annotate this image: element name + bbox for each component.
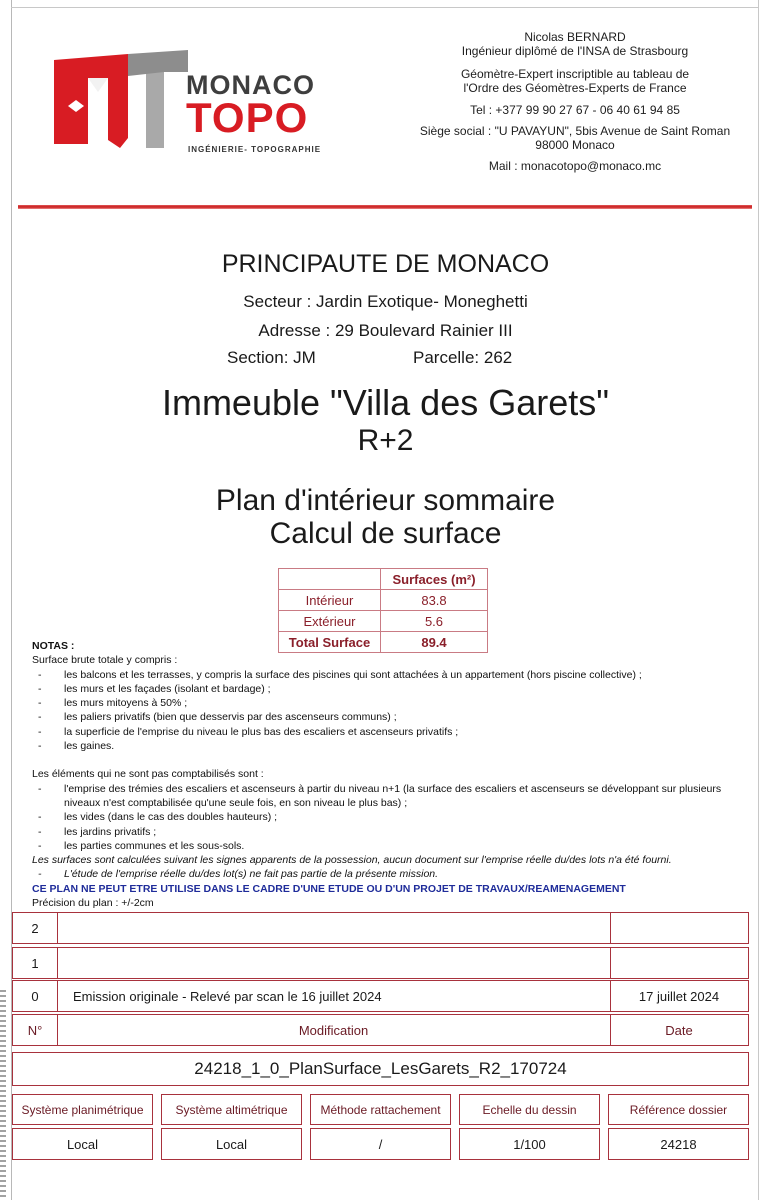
logo-tagline: INGÉNIERIE- TOPOGRAPHIE bbox=[188, 145, 322, 154]
parcelle: Parcelle: 262 bbox=[413, 348, 513, 367]
list-item: - les paliers privatifs (bien que desservis par des ascenseurs communs) ; bbox=[32, 710, 752, 724]
list-item: - les murs et les façades (isolant et bardage) ; bbox=[32, 682, 752, 696]
surfaces-row bbox=[279, 590, 488, 611]
page-frame-top bbox=[11, 7, 759, 8]
surveyor-name: Nicolas BERNARD bbox=[524, 30, 626, 44]
usage-warning: CE PLAN NE PEUT ETRE UTILISE DANS LE CADRE D'UNE ETUDE OU D'UN PROJET DE TRAVAUX/REAMENAGEMENT bbox=[32, 882, 626, 895]
info-block-method bbox=[310, 1094, 451, 1160]
logo-wordmark-topo: TOPO bbox=[186, 94, 309, 141]
list-item: - les murs mitoyens à 50% ; bbox=[32, 696, 752, 710]
plan-precision: Précision du plan : +/-2cm bbox=[32, 897, 154, 910]
surfaces-row bbox=[279, 611, 488, 632]
list-item: - la superficie de l'emprise du niveau le plus bas des escaliers et ascenseurs privatifs ; bbox=[32, 725, 752, 739]
surfaces-header: Surfaces (m²) bbox=[381, 569, 488, 590]
revision-header-n: N° bbox=[27, 1022, 43, 1038]
info-label: Méthode rattachement bbox=[310, 1094, 451, 1125]
included-list bbox=[32, 668, 752, 754]
list-item: - L'étude de l'emprise réelle du/des lot(s) ne fait pas partie de la présente mission. bbox=[32, 867, 752, 881]
building-name: Immeuble "Villa des Garets" bbox=[161, 382, 610, 423]
info-value: Local bbox=[12, 1128, 153, 1160]
header-divider bbox=[18, 205, 752, 209]
surfaces-value: 5.6 bbox=[381, 611, 488, 632]
info-block-scale bbox=[459, 1094, 600, 1160]
surfaces-header-blank bbox=[279, 569, 381, 590]
revision-modification bbox=[73, 948, 603, 978]
surveyor-degree: Ingénieur diplômé de l'INSA de Strasbourg bbox=[461, 44, 689, 58]
info-block-reference bbox=[608, 1094, 749, 1160]
office-address-1: Siège social : "U PAVAYUN", 5bis Avenue de Saint Roman bbox=[419, 124, 731, 138]
phone-numbers: Tel : +377 99 90 27 67 - 06 40 61 94 85 bbox=[470, 103, 680, 117]
info-value: Local bbox=[161, 1128, 302, 1160]
list-item: - les vides (dans le cas des doubles hauteurs) ; bbox=[32, 810, 752, 824]
excluded-list bbox=[32, 782, 752, 853]
office-address-2: 98000 Monaco bbox=[535, 138, 615, 152]
info-block-planimetric bbox=[12, 1094, 153, 1160]
list-item: - les parties communes et les sous-sols. bbox=[32, 839, 752, 853]
plan-title: Plan d'intérieur sommaire bbox=[215, 484, 556, 517]
revision-modification bbox=[73, 913, 603, 943]
logo-wordmark-monaco: MONACO bbox=[186, 70, 315, 100]
list-item: - l'emprise des trémies des escaliers et ascenseurs à partir du niveau n+1 (la surface des escaliers et ascenseurs se développant sur plusieurs niveaux n'est comptabilisée qu'une seule fois, en son niveau le plus bas) ; bbox=[32, 782, 752, 811]
address: Adresse : 29 Boulevard Rainier III bbox=[258, 321, 513, 340]
section: Section: JM bbox=[227, 348, 316, 367]
surfaces-label: Extérieur bbox=[279, 611, 381, 632]
revision-date: 17 juillet 2024 bbox=[638, 988, 720, 1004]
page-title: PRINCIPAUTE DE MONACO bbox=[221, 250, 550, 278]
info-label: Système altimétrique bbox=[161, 1094, 302, 1125]
list-item: - les jardins privatifs ; bbox=[32, 825, 752, 839]
notes-title: NOTAS : bbox=[32, 640, 75, 652]
excluded-intro: Les éléments qui ne sont pas comptabilisés sont : bbox=[32, 768, 264, 781]
surveyor-role-2: l'Ordre des Géomètres-Experts de France bbox=[463, 81, 687, 95]
revision-date bbox=[610, 913, 748, 943]
revision-modification: Emission originale - Relevé par scan le 16 juillet 2024 bbox=[73, 988, 382, 1004]
info-value: / bbox=[310, 1128, 451, 1160]
revision-number: 2 bbox=[31, 920, 39, 936]
table-row bbox=[12, 980, 749, 1012]
revision-number: 0 bbox=[31, 988, 39, 1004]
building-level: R+2 bbox=[357, 424, 414, 457]
info-label: Référence dossier bbox=[608, 1094, 749, 1125]
info-label: Système planimétrique bbox=[12, 1094, 153, 1125]
revision-header-row bbox=[12, 1014, 749, 1046]
document-filename: 24218_1_0_PlanSurface_LesGarets_R2_170724 bbox=[12, 1052, 749, 1086]
surfaces-header-row bbox=[279, 569, 488, 590]
surveyor-role-1: Géomètre-Expert inscriptible au tableau de bbox=[460, 67, 690, 81]
info-value: 24218 bbox=[608, 1128, 749, 1160]
revision-header-date: Date bbox=[665, 1022, 693, 1038]
surfaces-label: Intérieur bbox=[279, 590, 381, 611]
revision-header-modification: Modification bbox=[298, 1022, 369, 1038]
notes-section bbox=[32, 639, 752, 910]
scan-edge-artifact bbox=[0, 990, 6, 1200]
revision-date bbox=[610, 948, 748, 978]
table-row bbox=[12, 947, 749, 979]
plan-subtitle: Calcul de surface bbox=[269, 517, 502, 550]
table-row bbox=[12, 912, 749, 944]
revision-number: 1 bbox=[31, 955, 39, 971]
info-block-altimetric bbox=[161, 1094, 302, 1160]
secteur: Secteur : Jardin Exotique- Moneghetti bbox=[243, 292, 528, 311]
notes-italic-1: Les surfaces sont calculées suivant les signes apparents de la possession, aucun document sur l'emprise réelle du/des lots n'a été fourni. bbox=[32, 854, 672, 867]
italic-list bbox=[32, 867, 752, 881]
page-frame-right bbox=[758, 0, 759, 1200]
surfaces-total-value: 89.4 bbox=[381, 632, 488, 653]
email-address: Mail : monacotopo@monaco.mc bbox=[488, 159, 662, 173]
list-item: - les gaines. bbox=[32, 739, 752, 753]
list-item: - les balcons et les terrasses, y compris la surface des piscines qui sont attachées à un appartement (hors piscine collective) ; bbox=[32, 668, 752, 682]
notes-intro: Surface brute totale y compris : bbox=[32, 654, 178, 667]
surfaces-total-label: Total Surface bbox=[279, 632, 381, 653]
info-label: Echelle du dessin bbox=[459, 1094, 600, 1125]
surfaces-value: 83.8 bbox=[381, 590, 488, 611]
info-value: 1/100 bbox=[459, 1128, 600, 1160]
